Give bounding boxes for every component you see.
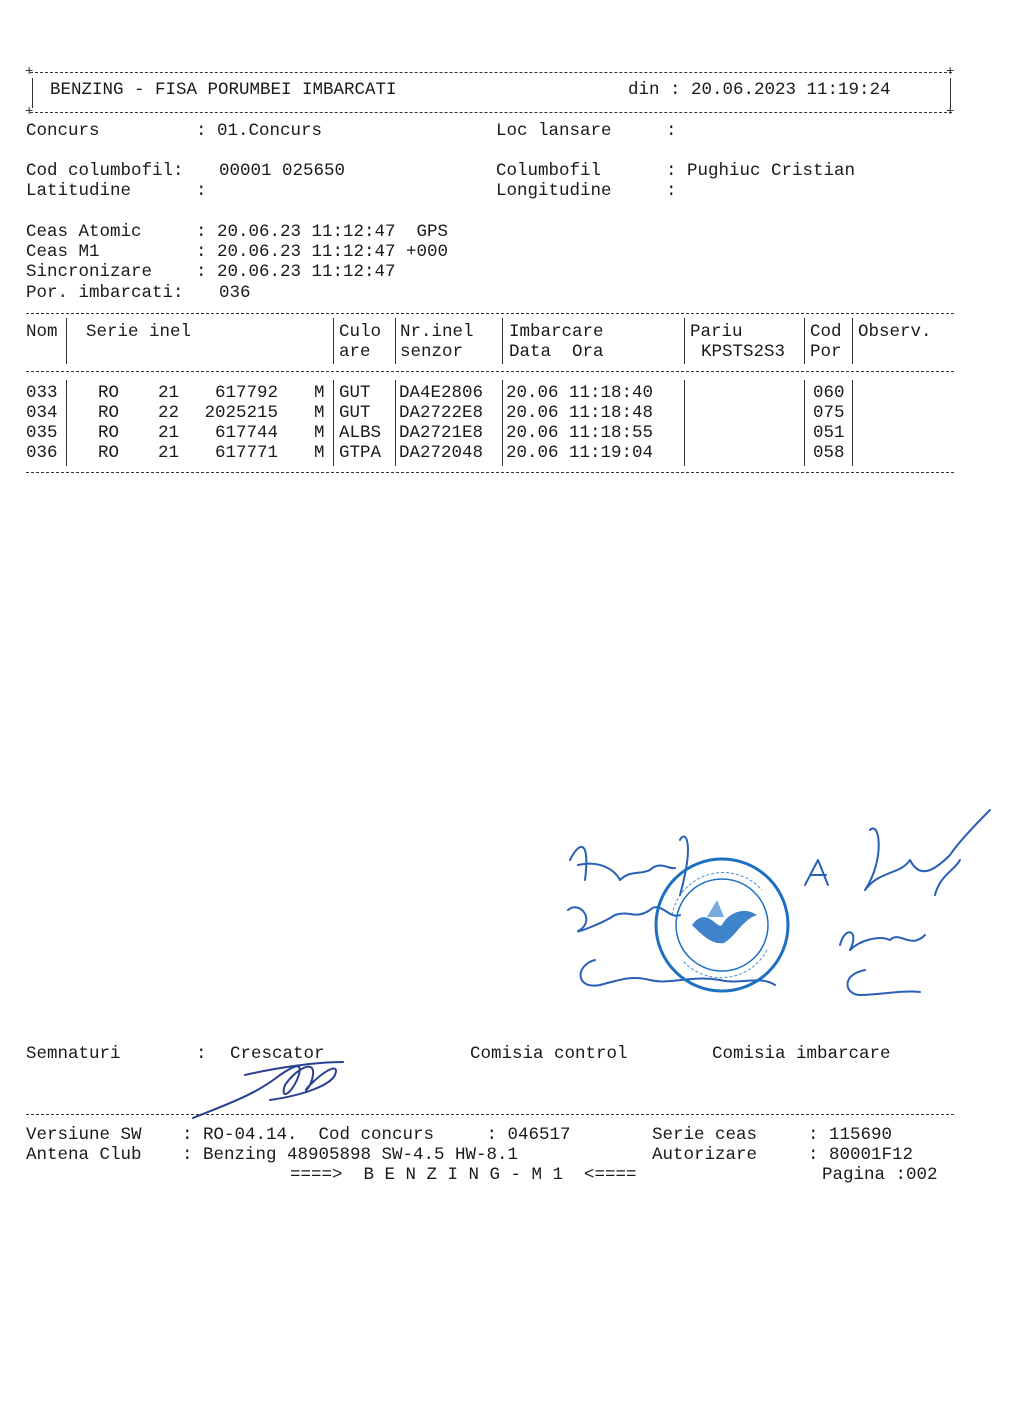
row-cod: 051 [813, 423, 845, 443]
row-nom: 034 [26, 403, 58, 423]
ceas-atomic-value: : 20.06.23 11:12:47 GPS [196, 222, 449, 242]
column-header-nom: Nom [26, 322, 58, 342]
row-datetime: 20.06 11:18:40 [506, 383, 654, 403]
benzing-brand-line: ====> B E N Z I N G - M 1 <==== [290, 1165, 637, 1185]
row-sex: M [314, 383, 325, 403]
column-divider [502, 380, 503, 466]
serie-ceas-value: : 115690 [808, 1125, 893, 1145]
signature-stroke [848, 970, 921, 995]
table-bottom-border [26, 472, 954, 473]
row-sex: M [314, 443, 325, 463]
signature-stroke [865, 810, 990, 895]
column-divider [66, 380, 67, 466]
row-ring-number: 617792 [214, 383, 278, 403]
row-year: 21 [158, 423, 180, 443]
latitudine-value: : [196, 181, 207, 201]
longitudine-value: : [666, 181, 677, 201]
column-divider [852, 380, 853, 466]
row-nom: 033 [26, 383, 58, 403]
dove-wing [707, 900, 724, 917]
row-color: GUT [339, 403, 371, 423]
corner-plus: + [25, 104, 34, 120]
concurs-value: : 01.Concurs [196, 121, 323, 141]
column-header-por: Por [810, 342, 842, 362]
column-divider [684, 318, 685, 364]
corner-plus: + [946, 104, 955, 120]
column-divider [395, 380, 396, 466]
row-ring-number: 617771 [214, 443, 278, 463]
comisia-imbarcare-label: Comisia imbarcare [712, 1044, 891, 1064]
autorizare-value: : 80001F12 [808, 1145, 914, 1165]
cod-columbofil-value: 00001 025650 [219, 161, 346, 181]
document-title: BENZING - FISA PORUMBEI IMBARCATI [50, 80, 397, 100]
latitudine-label: Latitudine [26, 181, 132, 201]
ceas-m1-value: : 20.06.23 11:12:47 +000 [196, 242, 449, 262]
row-ring-number: 617744 [214, 423, 278, 443]
column-divider [804, 318, 805, 364]
row-nom: 036 [26, 443, 58, 463]
column-header-imbarcare: Imbarcare [509, 322, 604, 342]
row-datetime: 20.06 11:18:55 [506, 423, 654, 443]
cod-columbofil-label: Cod columbofil: [26, 161, 184, 181]
document-date: din : 20.06.2023 11:19:24 [628, 80, 891, 100]
column-header-culoare-2: are [339, 342, 371, 362]
versiune-sw-label: Versiune SW [26, 1125, 142, 1145]
header-top-border [30, 72, 952, 73]
serie-ceas-label: Serie ceas [652, 1125, 758, 1145]
semnaturi-colon: : [196, 1044, 207, 1064]
row-sex: M [314, 403, 325, 423]
row-datetime: 20.06 11:19:04 [506, 443, 654, 463]
row-cod: 075 [813, 403, 845, 423]
table-top-border [26, 313, 954, 314]
signature-stroke [840, 932, 925, 950]
column-header-observ: Observ. [858, 322, 932, 342]
row-cod: 060 [813, 383, 845, 403]
row-datetime: 20.06 11:18:48 [506, 403, 654, 423]
antena-club-label: Antena Club [26, 1145, 142, 1165]
column-divider [804, 380, 805, 466]
columbofil-label: Columbofil [496, 161, 602, 181]
signature-stroke [193, 1066, 336, 1118]
longitudine-label: Longitudine [496, 181, 612, 201]
row-country: RO [98, 443, 120, 463]
column-divider [333, 380, 334, 466]
column-header-cod: Cod [810, 322, 842, 342]
row-cod: 058 [813, 443, 845, 463]
concurs-label: Concurs [26, 121, 100, 141]
column-divider [684, 380, 685, 466]
row-sensor: DA4E2806 [399, 383, 484, 403]
row-color: ALBS [339, 423, 382, 443]
row-color: GTPA [339, 443, 382, 463]
column-divider [333, 318, 334, 364]
autorizare-label: Autorizare [652, 1145, 758, 1165]
page-number: Pagina :002 [822, 1165, 938, 1185]
crescator-label: Crescator [230, 1044, 325, 1064]
row-year: 21 [158, 383, 180, 403]
corner-plus: + [25, 64, 34, 80]
column-header-senzor: senzor [400, 342, 464, 362]
versiune-sw-value: : RO-04.14. Cod concurs : 046517 [182, 1125, 571, 1145]
column-header-pariu: Pariu [690, 322, 743, 342]
column-header-nr-inel: Nr.inel [400, 322, 474, 342]
signature-stroke [805, 860, 828, 885]
row-country: RO [98, 423, 120, 443]
row-year: 21 [158, 443, 180, 463]
ceas-atomic-label: Ceas Atomic [26, 222, 142, 242]
column-header-serie-inel: Serie inel [86, 322, 192, 342]
column-header-kpsts2s3: KPSTS2S3 [701, 342, 786, 362]
ceas-m1-label: Ceas M1 [26, 242, 100, 262]
antena-club-value: : Benzing 48905898 SW-4.5 HW-8.1 [182, 1145, 519, 1165]
corner-plus: + [946, 64, 955, 80]
row-sensor: DA272048 [399, 443, 484, 463]
sincronizare-label: Sincronizare [26, 262, 153, 282]
row-sensor: DA2722E8 [399, 403, 484, 423]
comisia-control-label: Comisia control [470, 1044, 628, 1064]
row-country: RO [98, 383, 120, 403]
loc-lansare-value: : [666, 121, 677, 141]
row-country: RO [98, 403, 120, 423]
columbofil-value: : Pughiuc Cristian [666, 161, 856, 181]
column-divider [502, 318, 503, 364]
table-header-divider [26, 371, 954, 372]
column-divider [852, 318, 853, 364]
sincronizare-value: : 20.06.23 11:12:47 [196, 262, 396, 282]
column-divider [66, 318, 67, 364]
por-imbarcati-label: Por. imbarcati: [26, 283, 184, 303]
row-ring-number: 2025215 [204, 403, 278, 423]
column-divider [395, 318, 396, 364]
row-nom: 035 [26, 423, 58, 443]
row-year: 22 [158, 403, 180, 423]
dove-emblem [692, 911, 757, 943]
row-sex: M [314, 423, 325, 443]
row-sensor: DA2721E8 [399, 423, 484, 443]
por-imbarcati-value: 036 [219, 283, 251, 303]
semnaturi-label: Semnaturi [26, 1044, 121, 1064]
header-bottom-border [30, 112, 952, 113]
column-header-data-ora: Data Ora [509, 342, 604, 362]
footer-divider [26, 1114, 954, 1115]
row-color: GUT [339, 383, 371, 403]
column-header-culoare: Culo [339, 322, 382, 342]
loc-lansare-label: Loc lansare [496, 121, 612, 141]
club-stamp [652, 855, 792, 995]
